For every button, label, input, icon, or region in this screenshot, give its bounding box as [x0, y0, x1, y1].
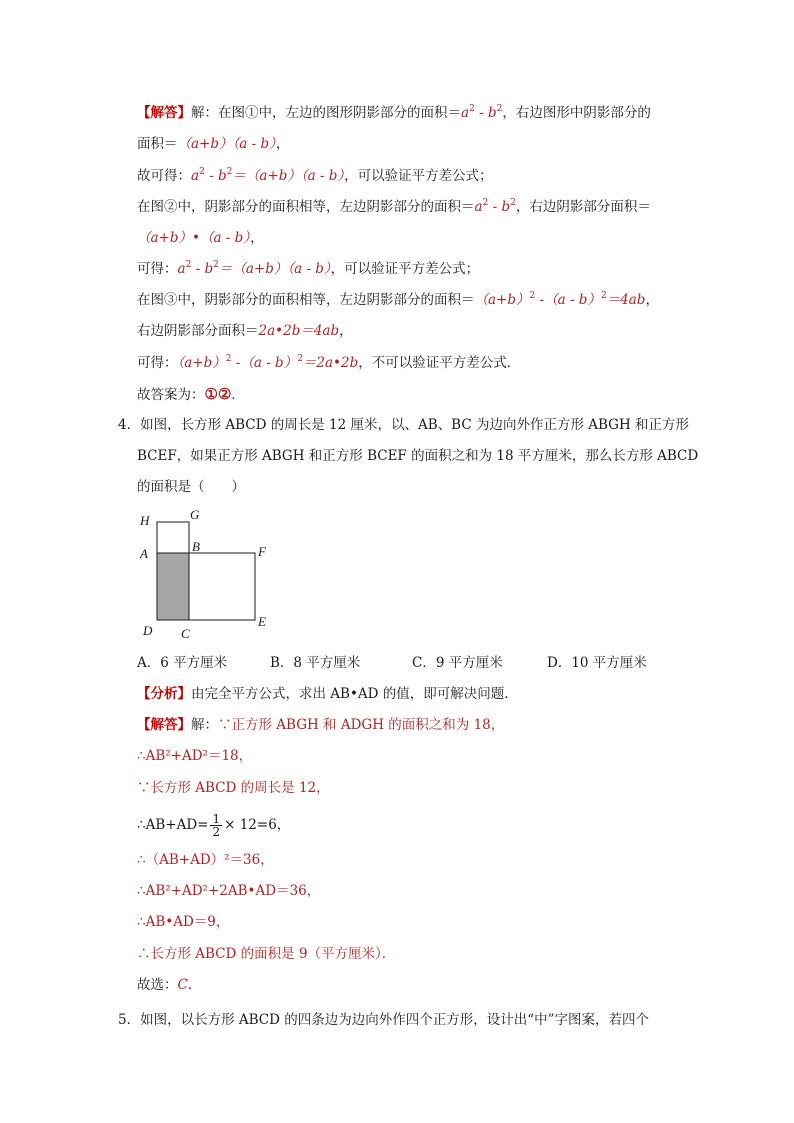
q3-solution-line5: （a+b）•（a - b），: [137, 230, 264, 246]
label-b: B: [192, 539, 200, 554]
question-number: 5．: [118, 1012, 141, 1028]
q3-solution-line7: 在图③中，阴影部分的面积相等，左边阴影部分的面积$=(a+b)^2$ -（a - b）$^2$＝4ab，: [137, 291, 659, 308]
option-d[interactable]: D．10 平方厘米: [547, 655, 647, 671]
label-h: H: [140, 513, 150, 528]
q4-solution-line4: ∴AB+AD= $\frac{1}{2}$ × 12=6，: [137, 812, 291, 839]
q4-stem-line3: 的面积是（ ）: [137, 479, 245, 495]
q3-solution-line1: 【解答】解：在图①中，左边的图形阴影部分的面积$=a^2 - b^2$，右边图形中阴影部分的: [137, 104, 651, 121]
label-e: E: [258, 614, 266, 629]
q3-solution-line3: 故可得：$a^2 - b^2=(a+b)(a - b)$，可以验证平方差公式；: [137, 167, 493, 184]
label-c: C: [181, 626, 190, 641]
label-a: A: [140, 546, 148, 561]
square-bcef: [189, 553, 255, 620]
q4-solution-line5: ∴（AB+AD）²＝36，: [137, 852, 274, 868]
option-b[interactable]: B．8 平方厘米: [270, 655, 361, 671]
q4-solution-line1: 【解答】解：∵正方形 ABGH 和 ADGH 的面积之和为 18，: [137, 717, 505, 733]
q5-stem-line1: 5．如图，以长方形 ABCD 的四条边为边向外作四个正方形，设计出“中”字图案，若四个: [118, 1012, 650, 1028]
q3-answer-line: 故答案为：①②．: [137, 385, 245, 403]
rectangle-abcd-shaded: [157, 553, 189, 620]
q4-stem-line2: BCEF，如果正方形 ABGH 和正方形 BCEF 的面积之和为 18 平方厘米，那么长方形 ABCD: [137, 448, 699, 464]
analysis-tag: 【分析】: [137, 686, 191, 702]
label-d: D: [143, 623, 153, 638]
q3-solution-line4: 在图②中，阴影部分的面积相等，左边阴影部分的面积$=a^2 - b^2$，右边阴影部分面积＝: [137, 198, 651, 215]
q4-solution-line8: ∴长方形 ABCD 的面积是 9（平方厘米）．: [137, 946, 396, 962]
q4-stem-line1: 4．如图，长方形 ABCD 的周长是 12 厘米，以、AB、BC 为边向外作正方形 ABGH 和正方形: [118, 417, 690, 433]
option-a[interactable]: A．6 平方厘米: [137, 655, 228, 671]
solution-tag: 【解答】: [137, 717, 191, 733]
q4-solution-line6: ∴AB²+AD²+2AB•AD＝36，: [137, 883, 321, 899]
q4-answer-line: 故选：C．: [137, 977, 202, 993]
q4-figure: [135, 505, 275, 645]
q3-solution-line6: 可得：$a^2 - b^2=(a+b)(a - b)$，可以验证平方差公式；: [137, 260, 480, 277]
answer-value: C: [177, 977, 188, 993]
q4-solution-line3: ∵长方形 ABCD 的周长是 12，: [137, 780, 330, 796]
q4-solution-line7: ∴AB•AD＝9，: [137, 914, 230, 930]
solution-tag: 【解答】: [137, 105, 191, 121]
label-g: G: [190, 507, 200, 522]
q3-solution-line8: 右边阴影部分面积＝2a•2b＝4ab，: [137, 323, 353, 339]
q3-solution-line9: 可得：$(a+b)^2$ -（a - b）$^2$＝2a•2b，不可以验证平方差公式．: [137, 354, 521, 371]
answer-value: ①②: [204, 385, 232, 403]
q3-solution-line2: 面积＝（a+b）（a - b），: [137, 136, 290, 152]
option-c[interactable]: C．9 平方厘米: [412, 655, 503, 671]
q4-solution-line2: ∴AB²+AD²＝18，: [137, 748, 253, 764]
q4-analysis: 【分析】由完全平方公式，求出 AB•AD 的值，即可解决问题．: [137, 686, 518, 702]
square-abgh: [157, 522, 189, 553]
label-f: F: [258, 544, 266, 559]
question-number: 4．: [118, 417, 141, 433]
fraction-one-half: $\frac{1}{2}$: [212, 812, 221, 839]
